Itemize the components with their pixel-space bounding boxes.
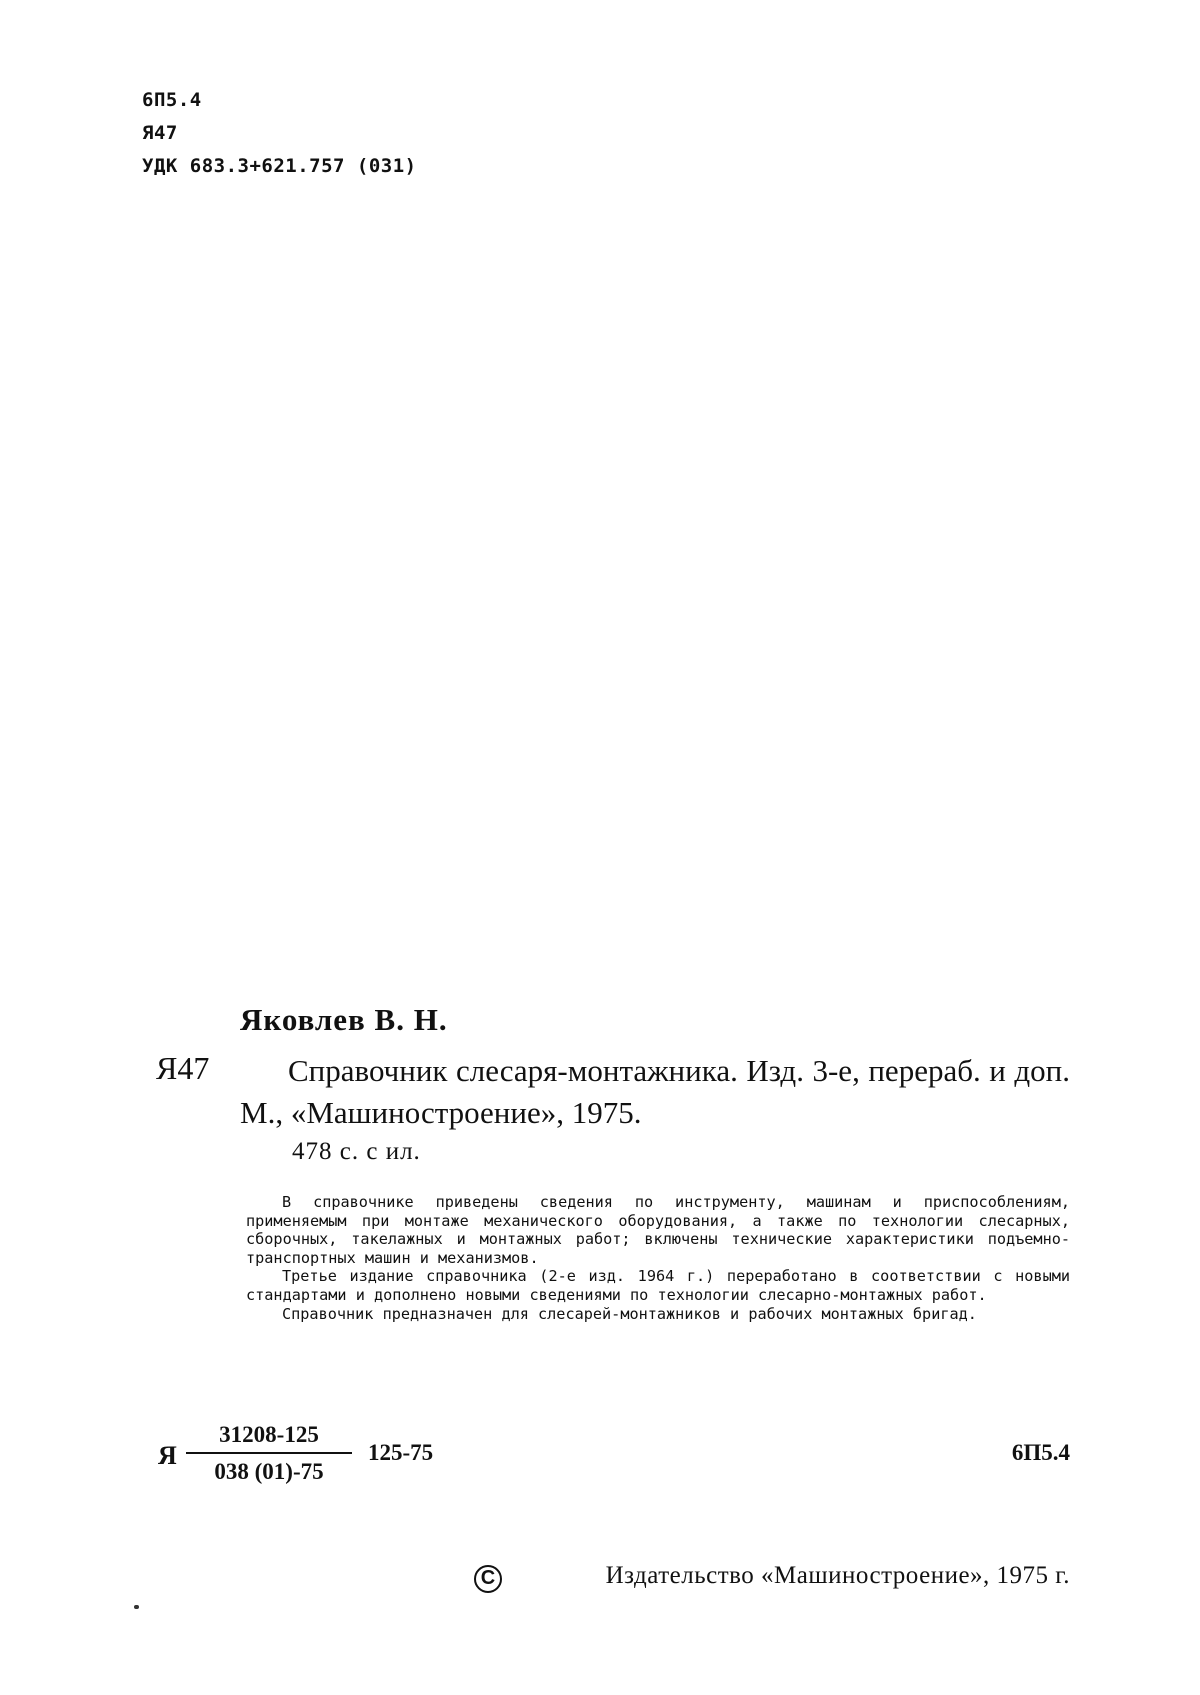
fraction-bar: [186, 1452, 352, 1454]
index-code: 125-75: [368, 1440, 434, 1465]
index-letter: Я: [158, 1441, 177, 1470]
page-count: 478 с. с ил.: [292, 1138, 421, 1165]
classification-block: [142, 84, 417, 183]
annotation: [246, 1193, 1070, 1323]
index-bbk: 6П5.4: [1011, 1440, 1070, 1465]
index-fraction: [186, 1420, 352, 1486]
annotation-paragraph-1: В справочнике приведены сведения по инструменту, машинам и приспособлениям, применяемым при монтаже механического оборудования, а также по технологии слесарных, сборочных, такелажных и монтажных работ; включены технические характеристики подъемно-транспортных машин и механизмов.: [246, 1193, 1070, 1267]
copyright-icon: C: [474, 1565, 502, 1593]
bibliographic-entry: Справочник слесаря-монтажника. Изд. 3-е, перераб. и доп. М., «Машиностроение», 1975.: [240, 1053, 1070, 1130]
udk-code: УДК 683.3+621.757 (031): [142, 155, 417, 177]
print-speck: [134, 1605, 139, 1609]
index-numerator: 31208-125: [219, 1422, 319, 1447]
card-author-mark: Я47: [156, 1050, 210, 1086]
author-name: Яковлев В. Н.: [240, 1002, 448, 1037]
annotation-paragraph-3: Справочник предназначен для слесарей-монтажников и рабочих монтажных бригад.: [282, 1304, 977, 1323]
bbk-code: 6П5.4: [142, 89, 202, 111]
annotation-paragraph-2: Третье издание справочника (2-е изд. 1964 г.) переработано в соответствии с новыми стандартами и дополнено новыми сведениями по технологии слесарно-монтажных работ.: [246, 1267, 1070, 1304]
copyright-text: Издательство «Машиностроение», 1975 г.: [605, 1562, 1070, 1589]
author-mark: Я47: [142, 122, 178, 144]
index-denominator: 038 (01)-75: [214, 1459, 324, 1484]
